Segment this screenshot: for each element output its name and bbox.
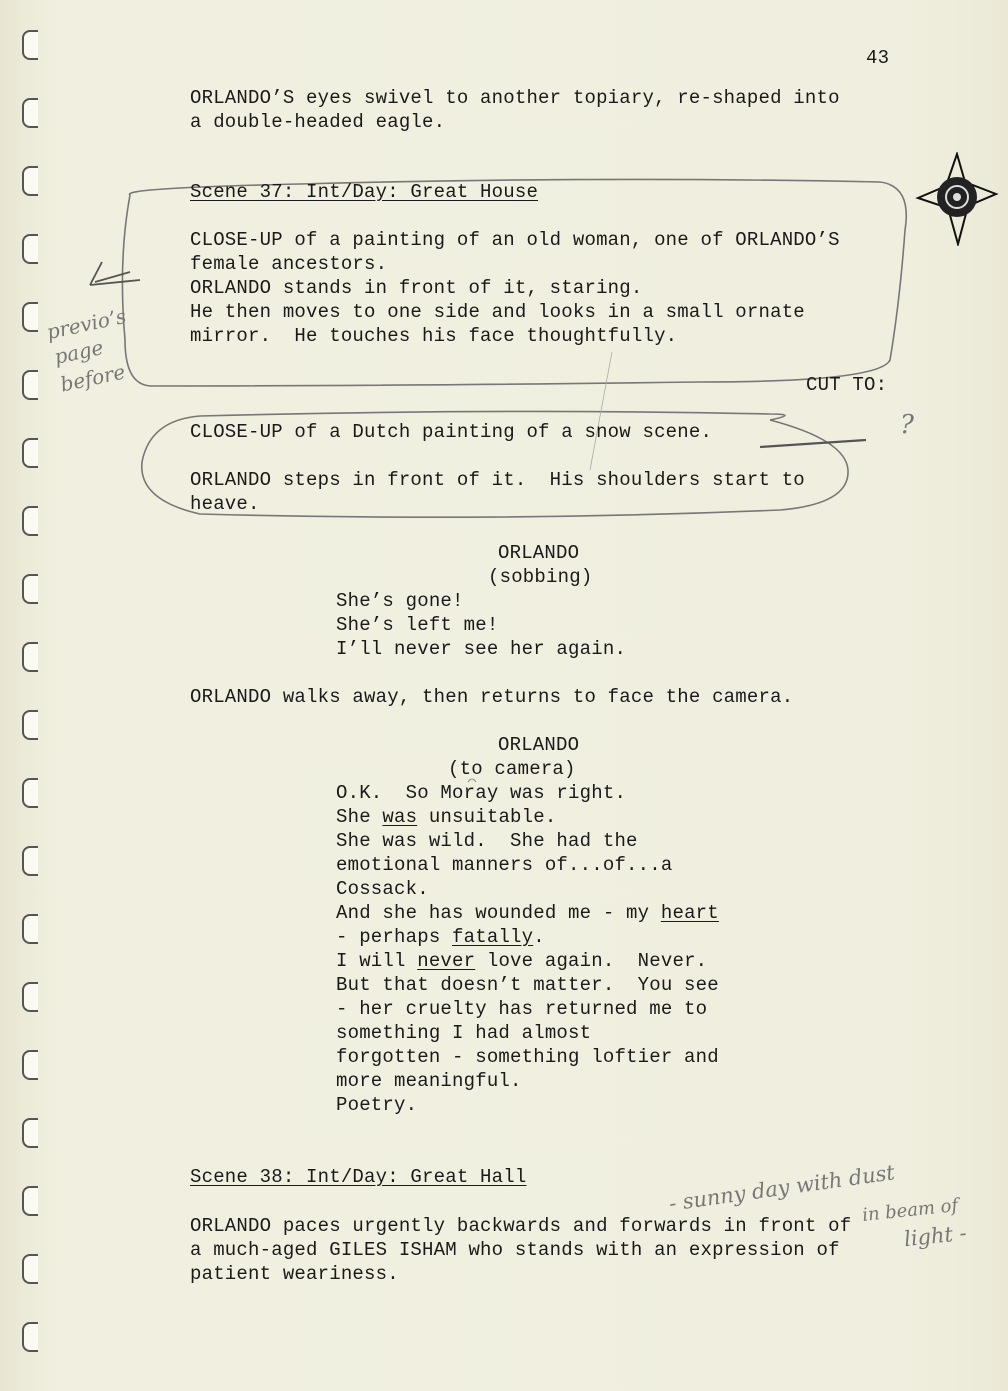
parenthetical: (to camera) xyxy=(448,758,576,780)
parenthetical: (sobbing) xyxy=(488,566,593,588)
action-line: ORLANDO steps in front of it. His shoulders start to xyxy=(190,469,805,491)
dialogue-line: She’s left me! xyxy=(336,614,499,636)
action-line: patient weariness. xyxy=(190,1263,399,1285)
action-line: ORLANDO walks away, then returns to face the camera. xyxy=(190,686,794,708)
handwritten-margin-note: previo’s xyxy=(44,303,129,345)
action-line: ORLANDO stands in front of it, staring. xyxy=(190,277,643,299)
page-number: 43 xyxy=(866,47,890,69)
character-name: ORLANDO xyxy=(498,734,580,756)
dialogue-line: And she has wounded me - my heart xyxy=(336,902,719,924)
handwritten-scene-note: light - xyxy=(902,1220,968,1252)
action-line: ORLANDO paces urgently backwards and forwards in front of xyxy=(190,1215,852,1237)
handwritten-scene-note: - sunny day with dust xyxy=(667,1160,897,1216)
scene-heading-37: Scene 37: Int/Day: Great House xyxy=(190,181,539,203)
action-line: ORLANDO’S eyes swivel to another topiary, re-shaped into xyxy=(190,87,840,109)
dialogue-line: I’ll never see her again. xyxy=(336,638,627,660)
dialogue-line: But that doesn’t matter. You see xyxy=(336,974,719,996)
dialogue-line: I will never love again. Never. xyxy=(336,950,708,972)
dialogue-line: emotional manners of...of...a xyxy=(336,854,673,876)
dialogue-line: Poetry. xyxy=(336,1094,418,1116)
dialogue-line: forgotten - something loftier and xyxy=(336,1046,719,1068)
action-line: female ancestors. xyxy=(190,253,388,275)
handwritten-scene-note: in beam of xyxy=(861,1195,960,1226)
compass-star-doodle-icon xyxy=(912,152,1002,246)
dialogue-line: O.K. So Moray was right. xyxy=(336,782,627,804)
handwritten-question-mark: ? xyxy=(900,410,914,440)
scene-heading-38: Scene 38: Int/Day: Great Hall xyxy=(190,1166,527,1188)
dialogue-line: more meaningful. xyxy=(336,1070,522,1092)
action-line: CLOSE-UP of a painting of an old woman, one of ORLANDO’S xyxy=(190,229,840,251)
action-line: He then moves to one side and looks in a small ornate xyxy=(190,301,805,323)
action-line: mirror. He touches his face thoughtfully. xyxy=(190,325,678,347)
dialogue-line: She was wild. She had the xyxy=(336,830,638,852)
action-line: a double-headed eagle. xyxy=(190,111,446,133)
dialogue-line: She was unsuitable. xyxy=(336,806,557,828)
handwritten-margin-note: before xyxy=(58,359,128,397)
dialogue-line: Cossack. xyxy=(336,878,429,900)
transition-cut-to: CUT TO: xyxy=(806,374,888,396)
dialogue-line: something I had almost xyxy=(336,1022,592,1044)
dialogue-line: - perhaps fatally. xyxy=(336,926,545,948)
dialogue-line: - her cruelty has returned me to xyxy=(336,998,708,1020)
action-line: CLOSE-UP of a Dutch painting of a snow scene. xyxy=(190,421,713,443)
action-line: heave. xyxy=(190,493,260,515)
action-line: a much-aged GILES ISHAM who stands with an expression of xyxy=(190,1239,840,1261)
handwritten-margin-note: page xyxy=(52,335,106,369)
character-name: ORLANDO xyxy=(498,542,580,564)
dialogue-line: She’s gone! xyxy=(336,590,464,612)
